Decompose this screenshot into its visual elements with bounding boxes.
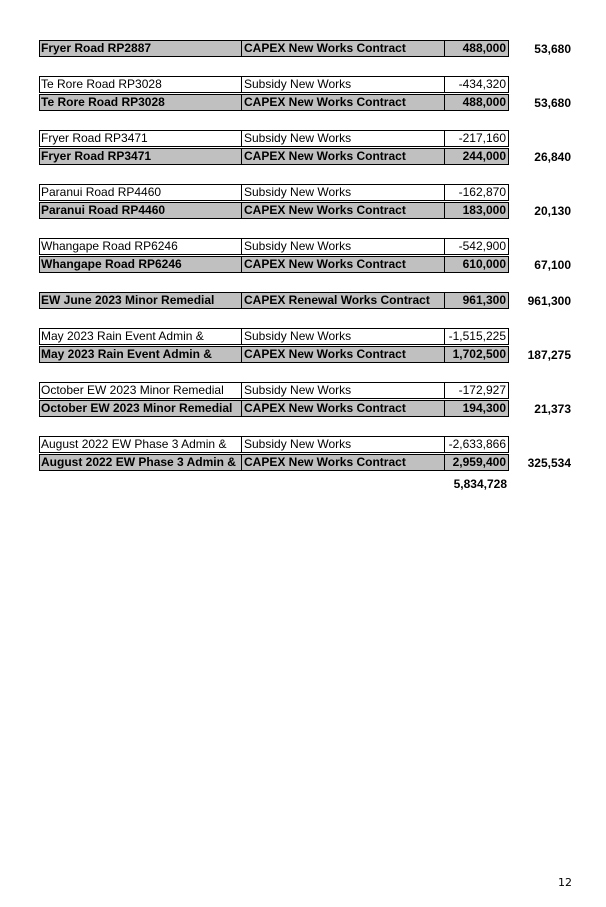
item-name: Te Rore Road RP3028 <box>39 76 242 93</box>
table-row <box>0 76 606 93</box>
item-type: Subsidy New Works <box>241 76 445 93</box>
item-amount: -2,633,866 <box>444 436 509 453</box>
item-type: CAPEX New Works Contract <box>241 202 445 219</box>
item-type: Subsidy New Works <box>241 382 445 399</box>
item-name: Whangape Road RP6246 <box>39 238 242 255</box>
group-total: 53,680 <box>534 96 571 110</box>
item-name: Paranui Road RP4460 <box>39 202 242 219</box>
item-amount: 488,000 <box>444 40 509 57</box>
item-amount: 1,702,500 <box>444 346 509 363</box>
item-amount: 961,300 <box>444 292 509 309</box>
item-name: May 2023 Rain Event Admin & <box>39 328 242 345</box>
item-amount: -172,927 <box>444 382 509 399</box>
item-type: Subsidy New Works <box>241 238 445 255</box>
item-amount: 488,000 <box>444 94 509 111</box>
table-row <box>0 238 606 255</box>
item-name: October EW 2023 Minor Remedial <box>39 382 242 399</box>
group-total: 53,680 <box>534 42 571 56</box>
group-total: 961,300 <box>527 294 571 308</box>
item-amount: -162,870 <box>444 184 509 201</box>
group-total: 26,840 <box>534 150 571 164</box>
item-name: Fryer Road RP3471 <box>39 148 242 165</box>
item-amount: 244,000 <box>444 148 509 165</box>
table-row <box>0 184 606 201</box>
item-name: Fryer Road RP3471 <box>39 130 242 147</box>
item-amount: -434,320 <box>444 76 509 93</box>
page-number: 12 <box>558 876 572 889</box>
item-type: CAPEX New Works Contract <box>241 400 445 417</box>
item-type: CAPEX New Works Contract <box>241 454 445 471</box>
group-total: 67,100 <box>534 258 571 272</box>
item-amount: 610,000 <box>444 256 509 273</box>
item-name: August 2022 EW Phase 3 Admin & <box>39 454 242 471</box>
item-name: Whangape Road RP6246 <box>39 256 242 273</box>
item-name: October EW 2023 Minor Remedial <box>39 400 242 417</box>
item-amount: 194,300 <box>444 400 509 417</box>
item-name: Fryer Road RP2887 <box>39 40 242 57</box>
group-total: 325,534 <box>527 456 571 470</box>
item-type: CAPEX New Works Contract <box>241 346 445 363</box>
item-name: Paranui Road RP4460 <box>39 184 242 201</box>
item-type: CAPEX Renewal Works Contract <box>241 292 445 309</box>
item-type: Subsidy New Works <box>241 436 445 453</box>
table-row <box>0 436 606 453</box>
table-row <box>0 328 606 345</box>
group-total: 21,373 <box>534 402 571 416</box>
item-name: Te Rore Road RP3028 <box>39 94 242 111</box>
item-amount: 183,000 <box>444 202 509 219</box>
item-type: CAPEX New Works Contract <box>241 40 445 57</box>
table-row <box>0 382 606 399</box>
item-type: Subsidy New Works <box>241 130 445 147</box>
item-amount: -217,160 <box>444 130 509 147</box>
item-name: August 2022 EW Phase 3 Admin & <box>39 436 242 453</box>
item-amount: 2,959,400 <box>444 454 509 471</box>
item-name: EW June 2023 Minor Remedial <box>39 292 242 309</box>
item-name: May 2023 Rain Event Admin & <box>39 346 242 363</box>
group-total: 187,275 <box>527 348 571 362</box>
item-type: Subsidy New Works <box>241 184 445 201</box>
group-total: 20,130 <box>534 204 571 218</box>
grand-total: 5,834,728 <box>453 477 507 491</box>
item-type: CAPEX New Works Contract <box>241 148 445 165</box>
item-type: Subsidy New Works <box>241 328 445 345</box>
item-amount: -542,900 <box>444 238 509 255</box>
table-row <box>0 130 606 147</box>
item-amount: -1,515,225 <box>444 328 509 345</box>
item-type: CAPEX New Works Contract <box>241 256 445 273</box>
item-type: CAPEX New Works Contract <box>241 94 445 111</box>
